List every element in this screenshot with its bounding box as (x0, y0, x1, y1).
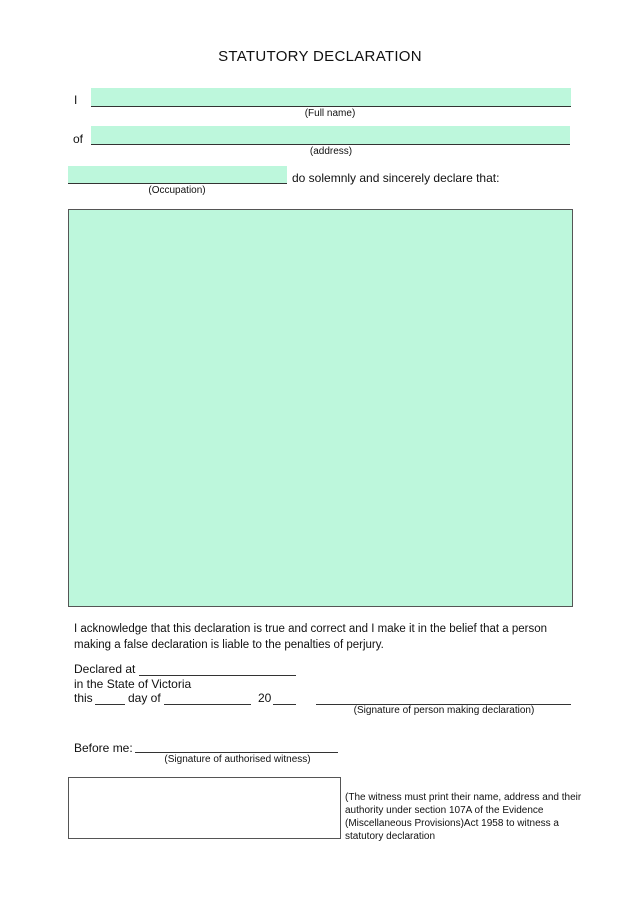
i-label: I (74, 93, 78, 107)
year-prefix: 20 (258, 691, 272, 705)
month-line[interactable] (164, 691, 251, 705)
before-me-label: Before me: (74, 741, 133, 755)
state-label: in the State of Victoria (74, 677, 192, 691)
declared-at-label: Declared at (74, 662, 136, 676)
declared-at-line[interactable] (139, 662, 296, 676)
witness-note: (The witness must print their name, address and their authority under section 107A of the Evidence (Miscellaneous Provisions)Act 1958 to witness a statutory declaration (345, 792, 582, 842)
page-title: STATUTORY DECLARATION (218, 48, 422, 65)
year-line[interactable] (273, 691, 296, 705)
full-name-caption: (Full name) (304, 108, 356, 119)
witness-signature-caption: (Signature of authorised witness) (164, 754, 311, 765)
declaration-text-area[interactable] (68, 209, 573, 607)
address-caption: (address) (309, 146, 353, 157)
of-label: of (73, 132, 84, 146)
witness-signature-line[interactable] (135, 738, 338, 753)
witness-details-box[interactable] (68, 777, 341, 839)
declarant-signature-line[interactable] (316, 690, 571, 705)
full-name-field[interactable] (91, 88, 571, 107)
day-of-label: day of (128, 691, 161, 705)
acknowledgement-text: I acknowledge that this declaration is true and correct and I make it in the belief that a person making a false declaration is liable to the penalties of perjury. (74, 623, 548, 651)
address-field[interactable] (91, 126, 570, 145)
occupation-caption: (Occupation) (148, 185, 206, 196)
this-label: this (74, 691, 93, 705)
declarant-signature-caption: (Signature of person making declaration) (353, 705, 535, 716)
day-line[interactable] (95, 691, 125, 705)
occupation-field[interactable] (68, 166, 287, 184)
declare-text: do solemnly and sincerely declare that: (292, 171, 500, 185)
